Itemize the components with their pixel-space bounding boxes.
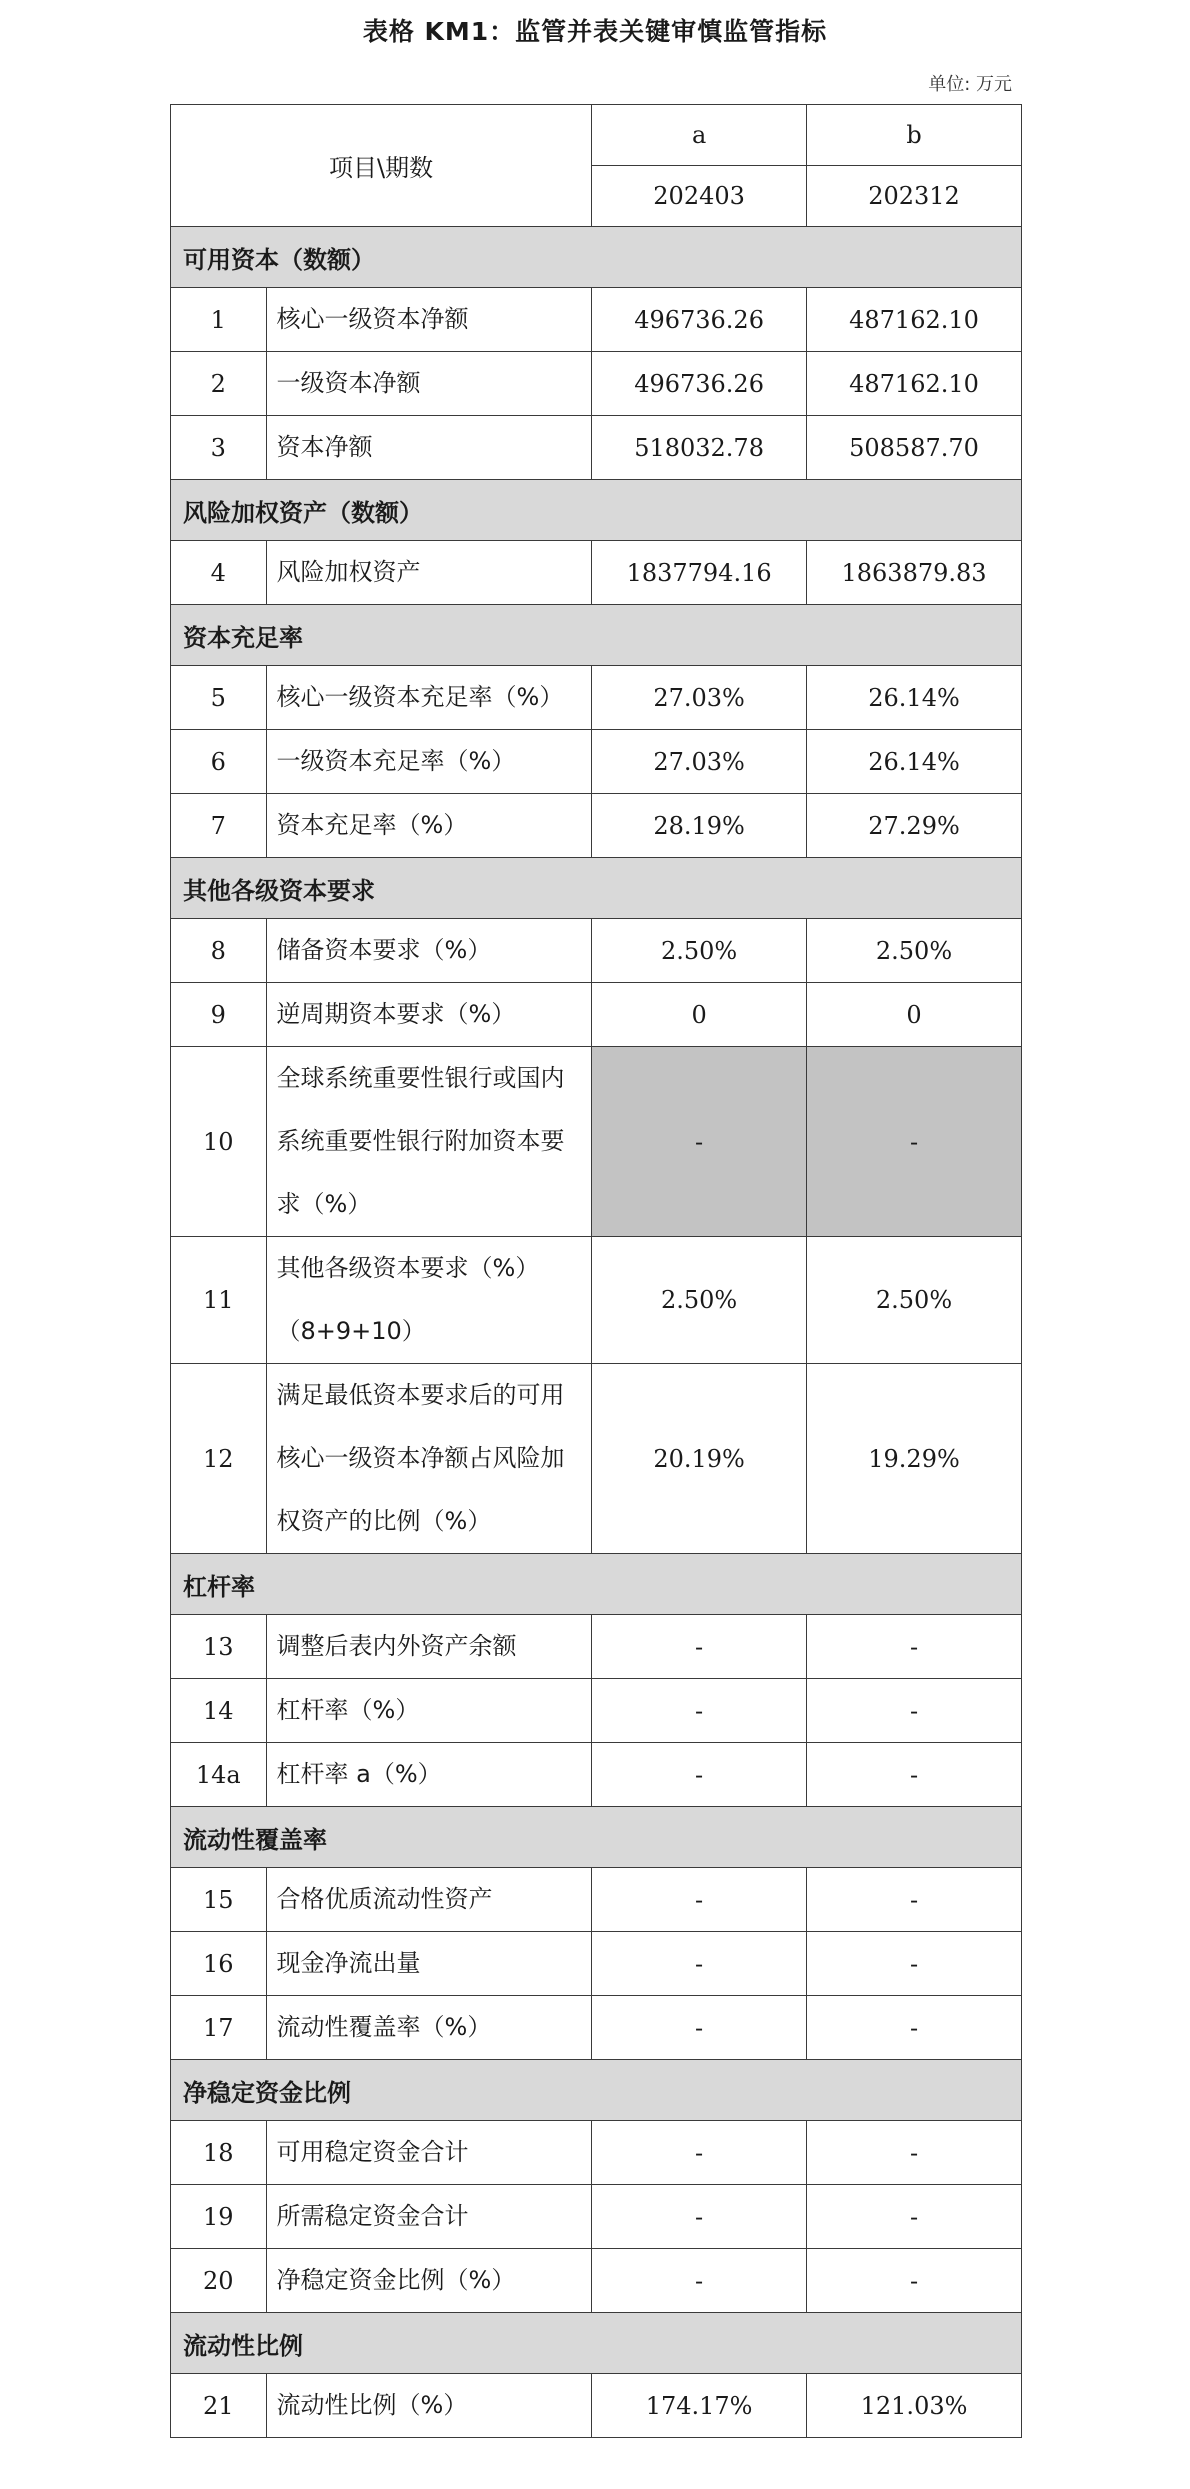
row-number: 10: [171, 1047, 267, 1237]
row-number: 20: [171, 2249, 267, 2313]
table-row: [171, 2249, 1022, 2313]
table-row: [171, 1364, 1022, 1554]
value-a: -: [592, 1868, 807, 1932]
value-b: 27.29%: [807, 794, 1022, 858]
section-row: [171, 480, 1022, 541]
value-a: -: [592, 1047, 807, 1237]
section-title: 流动性比例: [171, 2313, 1022, 2374]
table-row: [171, 1679, 1022, 1743]
row-number: 14a: [171, 1743, 267, 1807]
table-row: [171, 2185, 1022, 2249]
header-item-cell: 项目\期数: [171, 105, 592, 227]
row-number: 3: [171, 416, 267, 480]
row-label: 核心一级资本充足率（%）: [266, 666, 592, 730]
row-label: 资本净额: [266, 416, 592, 480]
row-number: 17: [171, 1996, 267, 2060]
section-title: 净稳定资金比例: [171, 2060, 1022, 2121]
value-b: -: [807, 1932, 1022, 1996]
row-label: 一级资本净额: [266, 352, 592, 416]
value-a: -: [592, 2249, 807, 2313]
value-b: 1863879.83: [807, 541, 1022, 605]
row-label: 现金净流出量: [266, 1932, 592, 1996]
row-label: 逆周期资本要求（%）: [266, 983, 592, 1047]
value-b: -: [807, 1047, 1022, 1237]
value-b: -: [807, 1868, 1022, 1932]
row-label: 储备资本要求（%）: [266, 919, 592, 983]
table-row: [171, 919, 1022, 983]
value-b: -: [807, 1615, 1022, 1679]
value-a: -: [592, 1996, 807, 2060]
row-label: 全球系统重要性银行或国内系统重要性银行附加资本要求（%）: [266, 1047, 592, 1237]
value-a: 27.03%: [592, 730, 807, 794]
value-a: -: [592, 2121, 807, 2185]
value-a: -: [592, 1743, 807, 1807]
value-a: 2.50%: [592, 919, 807, 983]
table-row: [171, 541, 1022, 605]
value-a: 496736.26: [592, 288, 807, 352]
table-row: [171, 288, 1022, 352]
section-title: 可用资本（数额）: [171, 227, 1022, 288]
table-row: [171, 1047, 1022, 1237]
value-a: 496736.26: [592, 352, 807, 416]
section-title: 资本充足率: [171, 605, 1022, 666]
section-row: [171, 2060, 1022, 2121]
value-a: -: [592, 2185, 807, 2249]
section-row: [171, 2313, 1022, 2374]
value-a: 28.19%: [592, 794, 807, 858]
row-label: 杠杆率 a（%）: [266, 1743, 592, 1807]
table-row: [171, 1615, 1022, 1679]
row-number: 9: [171, 983, 267, 1047]
value-b: -: [807, 1996, 1022, 2060]
value-b: 121.03%: [807, 2374, 1022, 2438]
row-number: 4: [171, 541, 267, 605]
row-label: 净稳定资金比例（%）: [266, 2249, 592, 2313]
row-number: 15: [171, 1868, 267, 1932]
row-label: 可用稳定资金合计: [266, 2121, 592, 2185]
row-number: 21: [171, 2374, 267, 2438]
table-body: [171, 105, 1022, 2438]
row-label: 调整后表内外资产余额: [266, 1615, 592, 1679]
row-label: 满足最低资本要求后的可用核心一级资本净额占风险加权资产的比例（%）: [266, 1364, 592, 1554]
header-col-a: a: [592, 105, 807, 166]
header-col-b: b: [807, 105, 1022, 166]
row-number: 14: [171, 1679, 267, 1743]
table-row: [171, 2121, 1022, 2185]
row-number: 13: [171, 1615, 267, 1679]
table-row: [171, 1932, 1022, 1996]
value-a: -: [592, 1679, 807, 1743]
table-row: [171, 1237, 1022, 1364]
section-title: 其他各级资本要求: [171, 858, 1022, 919]
table-row: [171, 1996, 1022, 2060]
row-number: 16: [171, 1932, 267, 1996]
value-b: -: [807, 1743, 1022, 1807]
row-label: 核心一级资本净额: [266, 288, 592, 352]
value-b: -: [807, 2121, 1022, 2185]
table-row: [171, 352, 1022, 416]
value-b: 26.14%: [807, 730, 1022, 794]
row-label: 风险加权资产: [266, 541, 592, 605]
table-row: [171, 666, 1022, 730]
value-a: 20.19%: [592, 1364, 807, 1554]
value-a: 518032.78: [592, 416, 807, 480]
value-b: 26.14%: [807, 666, 1022, 730]
value-b: 487162.10: [807, 288, 1022, 352]
value-b: 2.50%: [807, 1237, 1022, 1364]
value-b: 508587.70: [807, 416, 1022, 480]
value-a: -: [592, 1932, 807, 1996]
value-b: -: [807, 1679, 1022, 1743]
row-label: 所需稳定资金合计: [266, 2185, 592, 2249]
table-row: [171, 1743, 1022, 1807]
row-number: 1: [171, 288, 267, 352]
section-row: [171, 227, 1022, 288]
section-row: [171, 1807, 1022, 1868]
header-period-a: 202403: [592, 166, 807, 227]
row-label: 流动性比例（%）: [266, 2374, 592, 2438]
table-title: 表格 KM1：监管并表关键审慎监管指标: [362, 17, 828, 46]
km1-table: [170, 104, 1022, 2438]
table-row: [171, 794, 1022, 858]
row-label: 杠杆率（%）: [266, 1679, 592, 1743]
value-b: 487162.10: [807, 352, 1022, 416]
row-number: 12: [171, 1364, 267, 1554]
row-number: 7: [171, 794, 267, 858]
value-b: -: [807, 2249, 1022, 2313]
row-label: 合格优质流动性资产: [266, 1868, 592, 1932]
section-title: 杠杆率: [171, 1554, 1022, 1615]
unit-label: 单位: 万元: [928, 74, 1012, 95]
value-b: 19.29%: [807, 1364, 1022, 1554]
row-number: 18: [171, 2121, 267, 2185]
section-title: 流动性覆盖率: [171, 1807, 1022, 1868]
value-a: 27.03%: [592, 666, 807, 730]
value-a: 0: [592, 983, 807, 1047]
table-row: [171, 416, 1022, 480]
table-row: [171, 2374, 1022, 2438]
row-number: 6: [171, 730, 267, 794]
row-number: 5: [171, 666, 267, 730]
header-period-b: 202312: [807, 166, 1022, 227]
value-b: -: [807, 2185, 1022, 2249]
row-number: 2: [171, 352, 267, 416]
row-label: 其他各级资本要求（%）（8+9+10）: [266, 1237, 592, 1364]
value-b: 2.50%: [807, 919, 1022, 983]
table-row: [171, 730, 1022, 794]
value-a: 174.17%: [592, 2374, 807, 2438]
section-row: [171, 605, 1022, 666]
value-a: -: [592, 1615, 807, 1679]
value-b: 0: [807, 983, 1022, 1047]
row-number: 8: [171, 919, 267, 983]
header-row-1: [171, 105, 1022, 166]
value-a: 2.50%: [592, 1237, 807, 1364]
row-label: 一级资本充足率（%）: [266, 730, 592, 794]
section-title: 风险加权资产（数额）: [171, 480, 1022, 541]
row-label: 流动性覆盖率（%）: [266, 1996, 592, 2060]
row-label: 资本充足率（%）: [266, 794, 592, 858]
table-row: [171, 983, 1022, 1047]
table-row: [171, 1868, 1022, 1932]
value-a: 1837794.16: [592, 541, 807, 605]
section-row: [171, 1554, 1022, 1615]
row-number: 19: [171, 2185, 267, 2249]
row-number: 11: [171, 1237, 267, 1364]
section-row: [171, 858, 1022, 919]
